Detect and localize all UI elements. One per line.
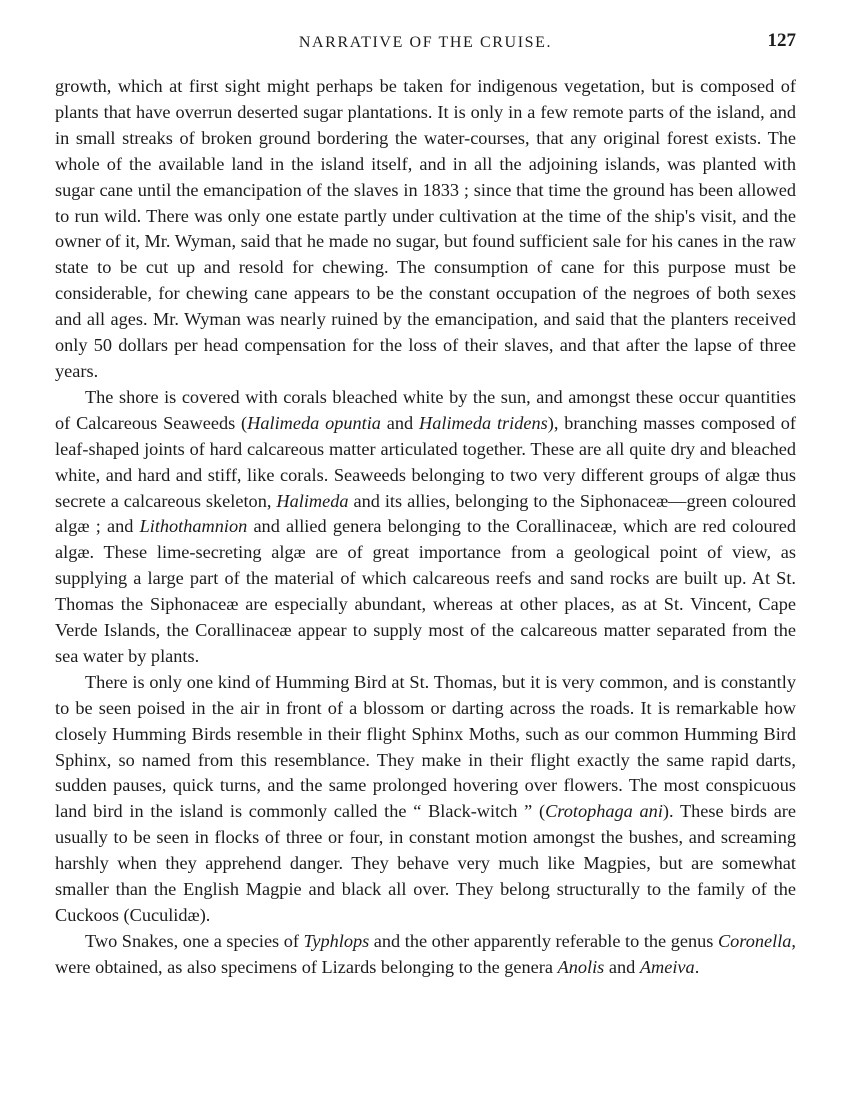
text-run: and <box>380 412 420 433</box>
italic-term: Coronella <box>717 930 792 951</box>
text-run: and <box>604 956 640 977</box>
italic-term: Halimeda tridens <box>419 412 548 433</box>
text-run: There is only one kind of Humming Bird at St. Thomas, but it is very common, and is constantly to be seen poised in the air in front of a blossom or darting across the roads. It is remarkable how closely Humming Birds resemble in their flight Sphinx Moths, such as our common Humming Bird Sphinx, so named from this resemblance. They make in their flight exactly the same rapid darts, sudden pauses, quick turns, and the same prolonged hovering over flowers. The most conspicuous land bird in the island is commonly called the “ Black-witch ” ( <box>55 671 796 822</box>
text-run: The shore is covered with corals bleached white by the sun, and amongst these occur quantities of Calcareous Seaweeds ( <box>55 386 796 433</box>
italic-term: Anolis <box>557 956 605 977</box>
italic-term: Typhlops <box>303 930 370 951</box>
paragraph <box>55 670 796 929</box>
paragraph <box>55 74 796 385</box>
text-run: , were obtained, as also specimens of Lizards belonging to the genera <box>55 930 796 977</box>
text-run: and allied genera belonging to the Corallinaceæ, which are red coloured algæ. These lime-secreting algæ are of great importance from a geological point of view, as supplying a large part of the material of which calcareous reefs and sand rocks are built up. At St. Thomas the Siphonaceæ are especially abundant, whereas at other places, as at St. Vincent, Cape Verde Islands, the Corallinaceæ appear to supply most of the calcareous matter separated from the sea water by plants. <box>55 516 797 666</box>
paragraph <box>55 385 796 670</box>
book-page <box>55 30 796 1075</box>
paragraph <box>55 929 796 981</box>
text-run: Two Snakes, one a species of <box>85 930 304 951</box>
italic-term: Lithothamnion <box>139 516 248 537</box>
text-run: . <box>694 956 700 977</box>
text-run: growth, which at first sight might perhaps be taken for indigenous vegetation, but is composed of plants that have overrun deserted sugar plantations. It is only in a few remote parts of the island, and in small streaks of broken ground bordering the water-courses, that any original forest exists. The whole of the available land in the island itself, and in all the adjoining islands, was planted with sugar cane until the emancipation of the slaves in 1833 ; since that time the ground has been allowed to run wild. There was only one estate partly under cultivation at the time of the ship's visit, and the owner of it, Mr. Wyman, said that he made no sugar, but found sufficient sale for his canes in the raw state to be cut up and resold for chewing. The consumption of cane for this purpose must be considerable, for chewing cane appears to be the constant occupation of the negroes of both sexes and all ages. Mr. Wyman was nearly ruined by the emancipation, and said that the planters received only 50 dollars per head compensation for the loss of their slaves, and that after the lapse of three years. <box>55 76 796 381</box>
italic-term: Halimeda <box>276 490 349 511</box>
running-title: NARRATIVE OF THE CRUISE. <box>298 34 553 51</box>
text-run: ). These birds are usually to be seen in flocks of three or four, in constant motion amongst the bushes, and screaming harshly when they apprehend danger. They behave very much like Magpies, but are somewhat smaller than the English Magpie and black all over. They belong structurally to the family of the Cuckoos (Cuculidæ). <box>55 801 797 925</box>
italic-term: Crotophaga ani <box>545 801 663 822</box>
italic-term: Ameiva <box>639 956 695 977</box>
text-run: and the other apparently referable to the genus <box>369 930 718 951</box>
running-header <box>55 30 796 60</box>
page-number: 127 <box>767 30 796 51</box>
text-run: and its allies, belonging to the Siphonaceæ—green coloured algæ ; and <box>55 490 796 537</box>
text-run: ), branching masses composed of leaf-shaped joints of hard calcareous matter articulated together. These are all quite dry and bleached white, and hard and stiff, like corals. Seaweeds belonging to two very different groups of algæ thus secrete a calcareous skeleton, <box>55 412 797 511</box>
body-text <box>55 74 796 981</box>
italic-term: Halimeda opuntia <box>247 412 381 433</box>
